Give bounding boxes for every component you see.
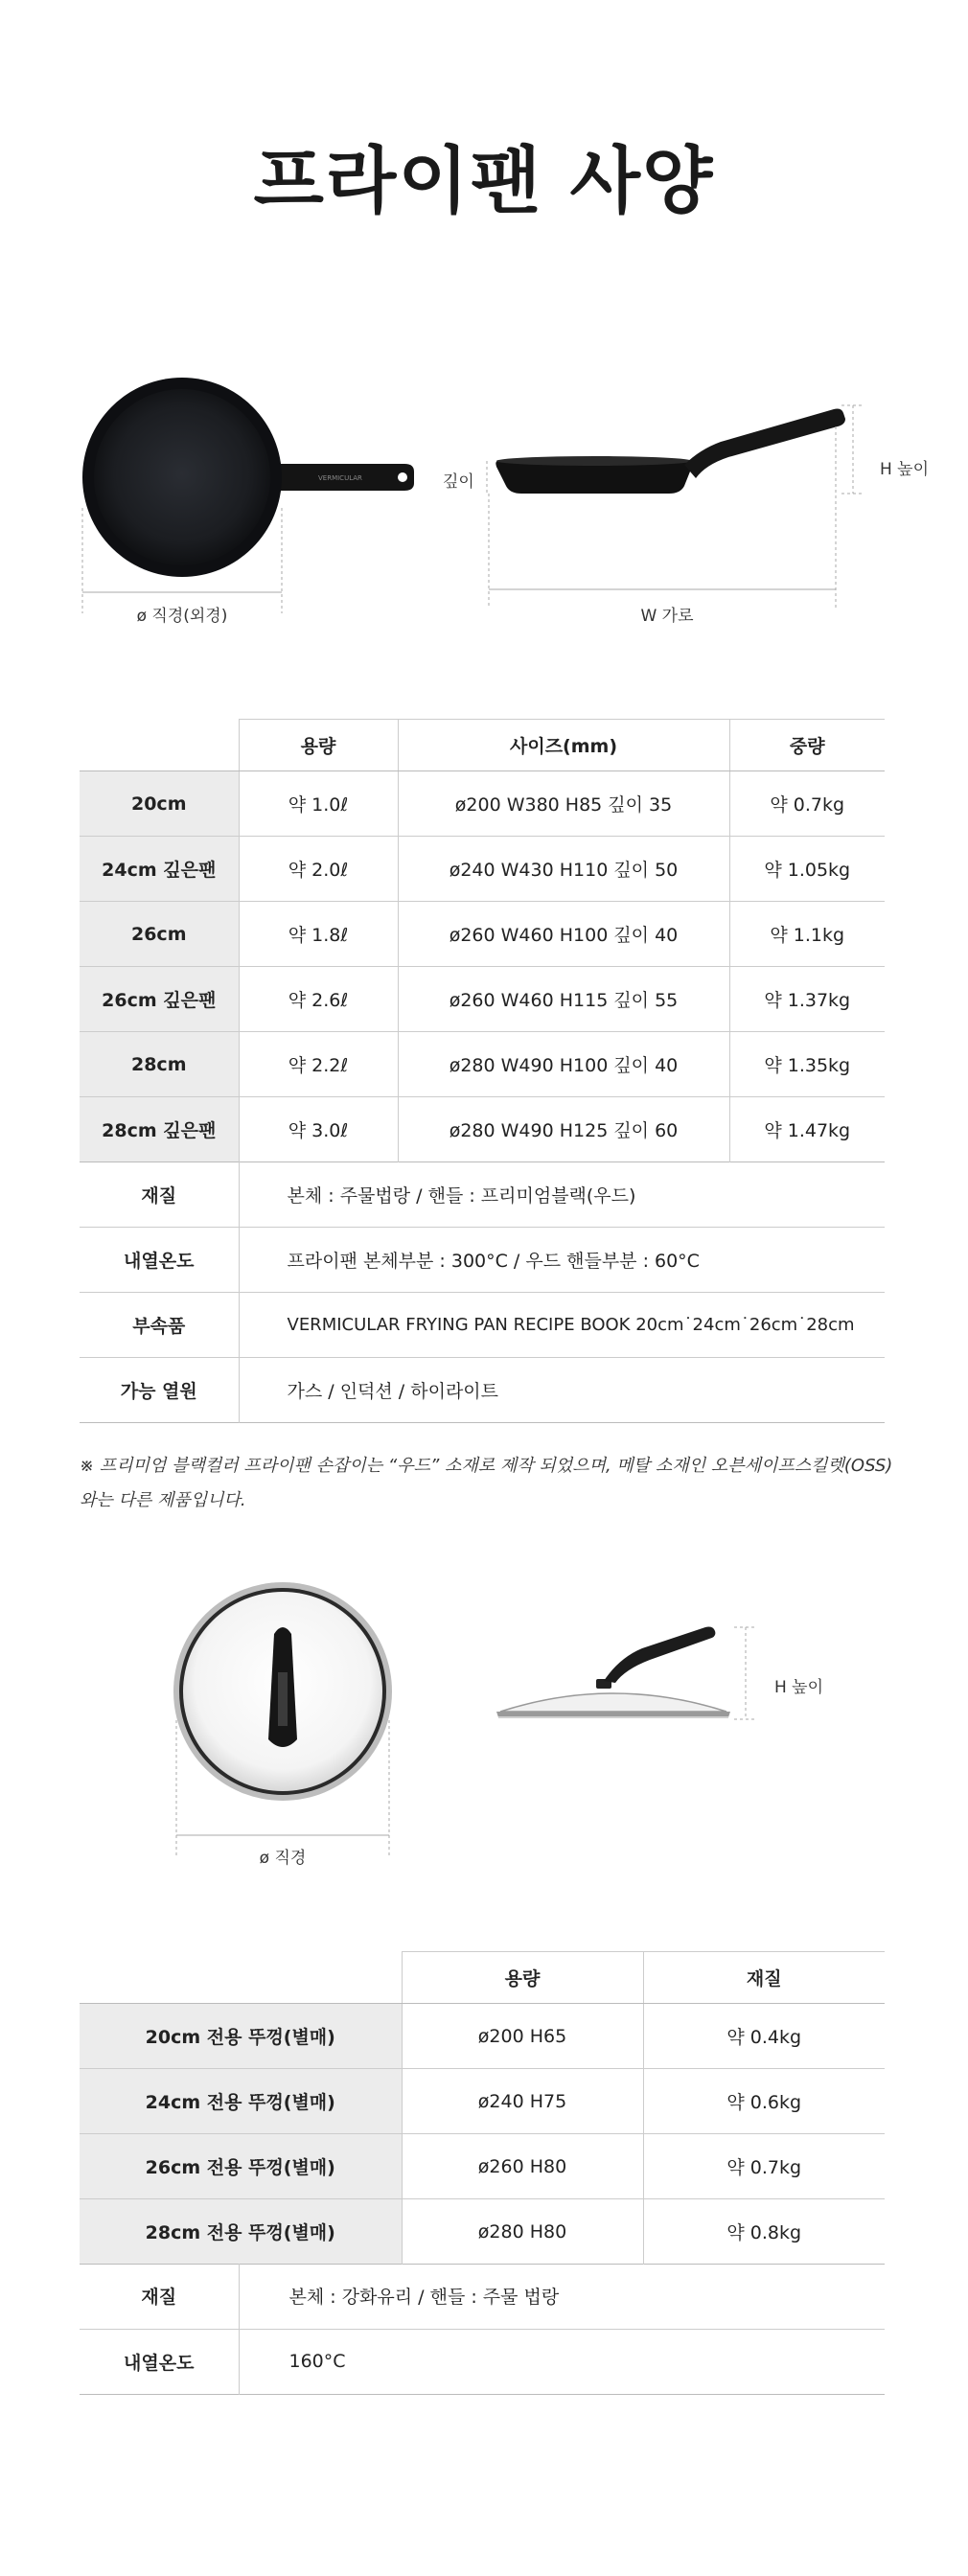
table-header-row — [80, 720, 885, 771]
info-value: 본체 : 주물법랑 / 핸들 : 프리미엄블랙(우드) — [239, 1162, 885, 1228]
info-label: 가능 열원 — [120, 1381, 197, 1402]
table-header-row — [80, 1952, 885, 2004]
handle-logo: VERMICULAR — [318, 474, 362, 482]
row-weight: 약 0.8kg — [643, 2199, 885, 2265]
table-row — [80, 771, 885, 837]
pan-side-view — [479, 398, 872, 618]
row-model: 26cm — [80, 902, 239, 967]
row-model: 26cm 깊은팬 — [80, 967, 239, 1032]
lid-height-label: H 높이 — [774, 1678, 824, 1697]
row-capacity: 약 2.6ℓ — [239, 967, 398, 1032]
info-row — [80, 1358, 885, 1423]
info-value: 프라이팬 본체부분 : 300°C / 우드 핸들부분 : 60°C — [239, 1228, 885, 1293]
row-capacity: 약 3.0ℓ — [239, 1097, 398, 1162]
row-weight: 약 0.6kg — [643, 2069, 885, 2134]
diameter-label: ø 직경(외경) — [136, 607, 228, 626]
table-row — [80, 2069, 885, 2134]
info-value: 가스 / 인덕션 / 하이라이트 — [239, 1358, 885, 1423]
info-row — [80, 2329, 885, 2394]
row-model: 20cm — [80, 771, 239, 837]
header-cell — [80, 1952, 402, 2004]
info-row — [80, 2264, 885, 2329]
table-row — [80, 902, 885, 967]
row-size: ø280 H80 — [402, 2199, 643, 2265]
info-label: 내열온도 — [124, 1251, 195, 1272]
info-row — [80, 1228, 885, 1293]
row-model: 24cm 전용 뚜껑(별매) — [80, 2069, 402, 2134]
row-weight: 약 0.4kg — [643, 2004, 885, 2069]
info-row — [80, 1293, 885, 1358]
header-capacity: 용량 — [239, 720, 398, 771]
note-line: ※ 프리미엄 블랙컬러 프라이팬 손잡이는 “우드” 소재로 제작 되었으며, 메탈 소재인 오븐세이프스킬렛(OSS) — [80, 1456, 893, 1476]
header-cell — [80, 720, 239, 771]
info-label: 재질 — [141, 2287, 177, 2309]
row-weight: 약 1.47kg — [729, 1097, 885, 1162]
width-label: W 가로 — [640, 607, 694, 626]
header-material: 재질 — [643, 1952, 885, 2004]
product-note — [80, 1449, 904, 1518]
row-model: 24cm 깊은팬 — [80, 837, 239, 902]
lid-top-view — [163, 1576, 412, 1864]
info-label: 재질 — [141, 1185, 177, 1207]
row-size: ø200 H65 — [402, 2004, 643, 2069]
pan-spec-table — [80, 719, 885, 1423]
row-size: ø280 W490 H125 깊이 60 — [398, 1097, 729, 1162]
lid-info-table — [80, 2264, 885, 2395]
pan-top-view — [67, 364, 431, 632]
row-size: ø280 W490 H100 깊이 40 — [398, 1032, 729, 1097]
height-label: H 높이 — [880, 460, 930, 479]
lid-diameter-label: ø 직경 — [259, 1849, 307, 1868]
row-model: 28cm 전용 뚜껑(별매) — [80, 2199, 402, 2265]
row-size: ø240 H75 — [402, 2069, 643, 2134]
row-size: ø260 W460 H115 깊이 55 — [398, 967, 729, 1032]
info-value: VERMICULAR FRYING PAN RECIPE BOOK 20cm˙24cm˙26cm˙28cm — [239, 1293, 885, 1358]
row-model: 20cm 전용 뚜껑(별매) — [80, 2004, 402, 2069]
row-capacity: 약 2.0ℓ — [239, 837, 398, 902]
lid-spec-table — [80, 1951, 885, 2265]
row-capacity: 약 1.0ℓ — [239, 771, 398, 837]
info-value: 160°C — [239, 2329, 885, 2394]
lid-side-view — [489, 1620, 795, 1754]
row-size: ø240 W430 H110 깊이 50 — [398, 837, 729, 902]
row-model: 26cm 전용 뚜껑(별매) — [80, 2134, 402, 2199]
table-row — [80, 2199, 885, 2265]
note-line: 와는 다른 제품입니다. — [80, 1490, 246, 1510]
row-capacity: 약 2.2ℓ — [239, 1032, 398, 1097]
row-weight: 약 0.7kg — [643, 2134, 885, 2199]
table-row — [80, 1097, 885, 1162]
info-label: 내열온도 — [124, 2352, 195, 2374]
row-weight: 약 1.35kg — [729, 1032, 885, 1097]
table-row — [80, 2004, 885, 2069]
info-row — [80, 1162, 885, 1228]
row-size: ø260 W460 H100 깊이 40 — [398, 902, 729, 967]
row-weight: 약 1.37kg — [729, 967, 885, 1032]
info-value: 본체 : 강화유리 / 핸들 : 주물 법랑 — [239, 2264, 885, 2329]
row-model: 28cm 깊은팬 — [80, 1097, 239, 1162]
header-capacity: 용량 — [402, 1952, 643, 2004]
info-label: 부속품 — [132, 1316, 186, 1337]
header-weight: 중량 — [729, 720, 885, 771]
table-row — [80, 967, 885, 1032]
table-row — [80, 2134, 885, 2199]
table-row — [80, 837, 885, 902]
depth-label: 깊이 — [443, 472, 474, 492]
table-row — [80, 1032, 885, 1097]
row-weight: 약 0.7kg — [729, 771, 885, 837]
page-title: 프라이팬 사양 — [253, 138, 715, 223]
row-weight: 약 1.05kg — [729, 837, 885, 902]
row-size: ø260 H80 — [402, 2134, 643, 2199]
row-weight: 약 1.1kg — [729, 902, 885, 967]
row-size: ø200 W380 H85 깊이 35 — [398, 771, 729, 837]
row-model: 28cm — [80, 1032, 239, 1097]
row-capacity: 약 1.8ℓ — [239, 902, 398, 967]
header-size: 사이즈(mm) — [398, 720, 729, 771]
